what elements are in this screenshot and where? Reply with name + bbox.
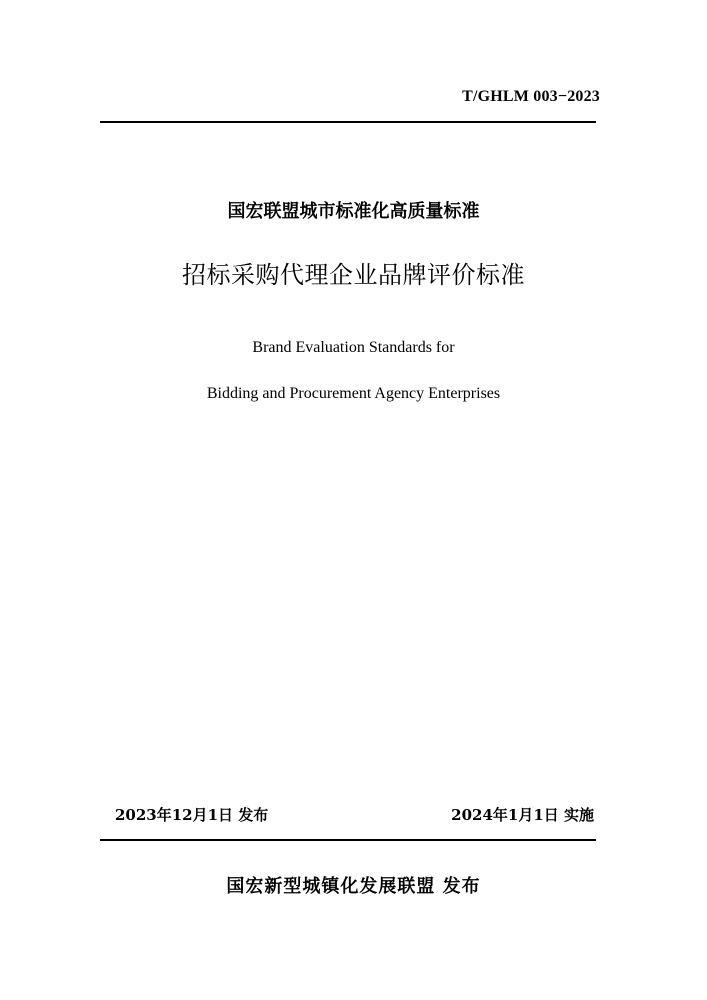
standard-number: T/GHLM 003−2023 — [462, 88, 600, 105]
category-title: 国宏联盟城市标准化高质量标准 — [227, 201, 480, 222]
top-divider — [100, 121, 596, 123]
english-title-line-2: Bidding and Procurement Agency Enterprises — [206, 385, 501, 402]
implementation-date: 2024年1月1日 实施 — [451, 806, 594, 824]
release-date: 2023年12月1日 发布 — [115, 806, 269, 824]
document-title: 招标采购代理企业品牌评价标准 — [182, 261, 525, 289]
english-title-line-1: Brand Evaluation Standards for — [252, 339, 455, 356]
publisher: 国宏新型城镇化发展联盟 发布 — [226, 876, 481, 897]
bottom-divider — [100, 839, 596, 841]
